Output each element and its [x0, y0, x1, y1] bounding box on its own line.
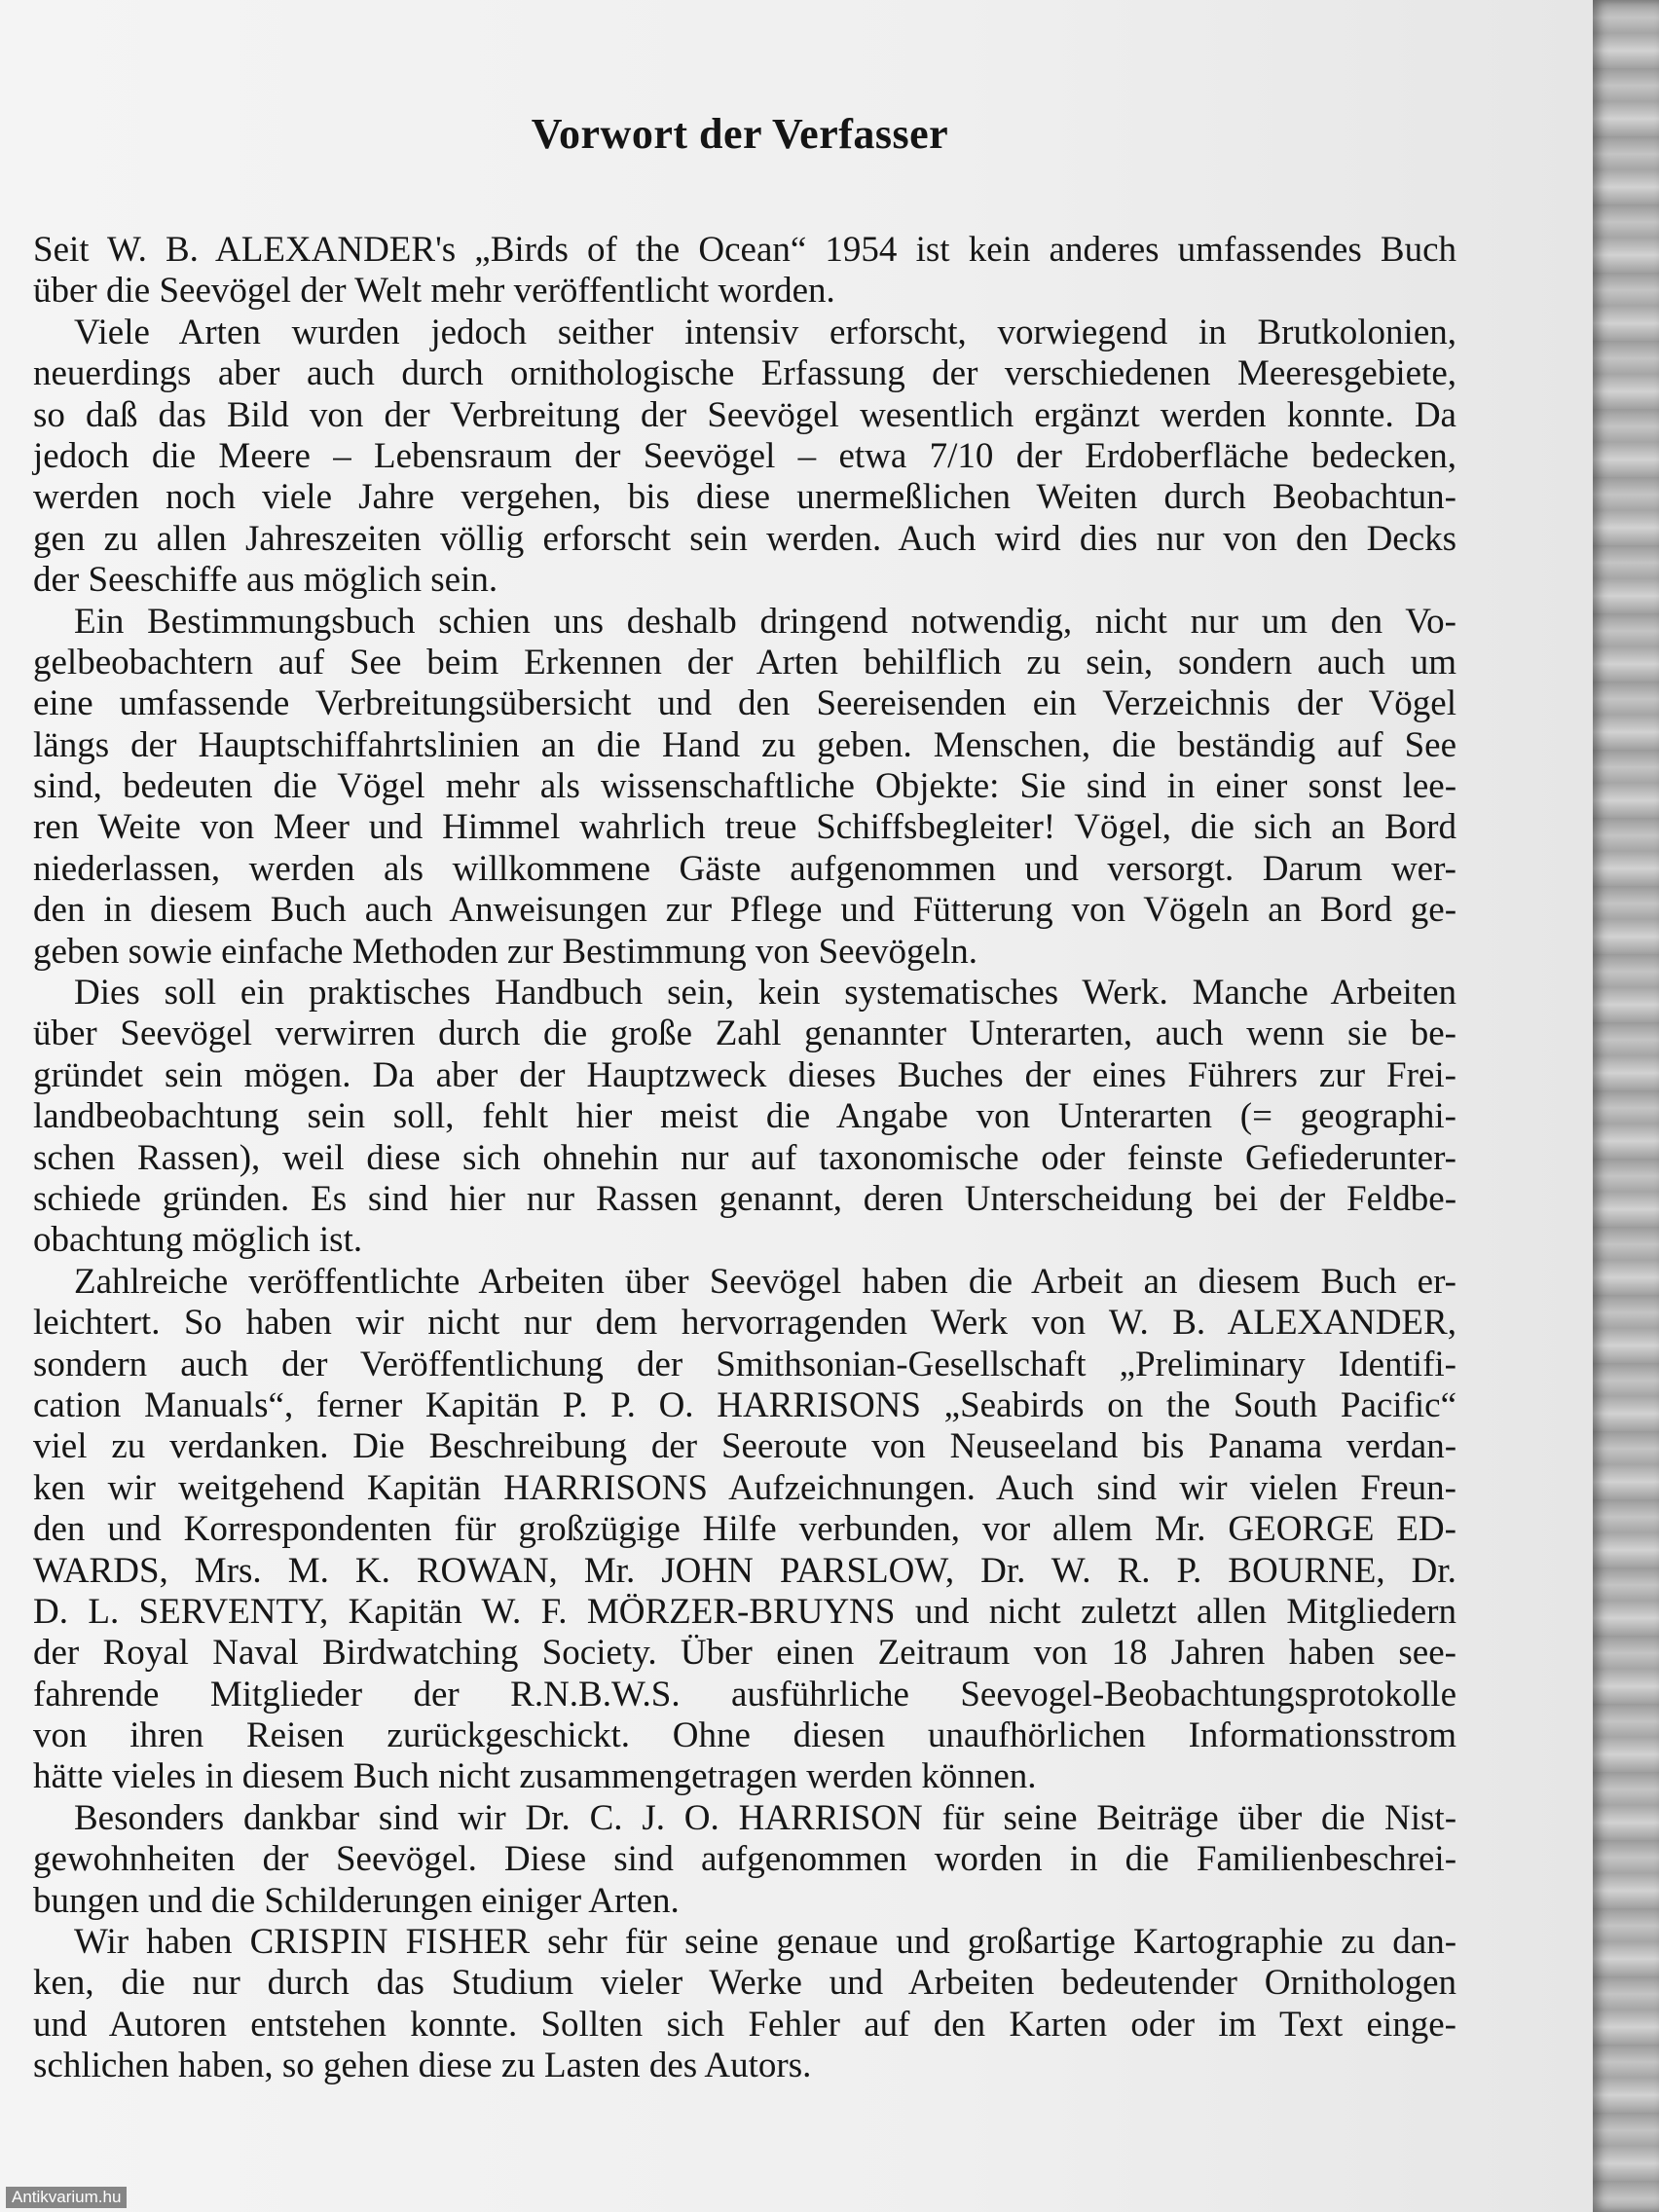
text-line: obachtung möglich ist. — [33, 1220, 363, 1261]
text-line: geben sowie einfache Methoden zur Bestimmung von Seevögeln. — [33, 931, 977, 972]
text-line: viel zu verdanken. Die Beschreibung der Seeroute von Neuseeland bis Panama verdan- — [33, 1426, 1457, 1467]
text-line: sind, bedeuten die Vögel mehr als wissenschaftliche Objekte: Sie sind in einer sonst lee- — [33, 766, 1457, 807]
text-line: D. L. SERVENTY, Kapitän W. F. MÖRZER-BRUYNS und nicht zuletzt allen Mitgliedern — [33, 1591, 1456, 1632]
text-line: ken wir weitgehend Kapitän HARRISONS Aufzeichnungen. Auch sind wir vielen Freun- — [33, 1467, 1456, 1508]
text-line: der Seeschiffe aus möglich sein. — [33, 560, 498, 601]
text-line: schen Rassen), weil diese sich ohnehin nur auf taxonomische oder feinste Gefiederunter- — [33, 1137, 1456, 1178]
text-line: niederlassen, werden als willkommene Gäste aufgenommen und versorgt. Darum wer- — [33, 848, 1456, 889]
text-line: gewohnheiten der Seevögel. Diese sind aufgenommen worden in die Familienbeschrei- — [33, 1839, 1457, 1880]
text-line: gen zu allen Jahreszeiten völlig erforscht sein werden. Auch wird dies nur von den Decks — [33, 518, 1457, 559]
text-line: Besonders dankbar sind wir Dr. C. J. O. HARRISON für seine Beiträge über die Nist- — [74, 1797, 1457, 1838]
text-line: gelbeobachtern auf See beim Erkennen der Arten behilflich zu sein, sondern auch um — [33, 642, 1456, 682]
text-line: den und Korrespondenten für großzügige Hilfe verbunden, vor allem Mr. GEORGE ED- — [33, 1509, 1456, 1550]
text-line: der Royal Naval Birdwatching Society. Über einen Zeitraum von 18 Jahren haben see- — [33, 1633, 1456, 1674]
text-line: ren Weite von Meer und Himmel wahrlich treue Schiffsbegleiter! Vögel, die sich an Bord — [33, 807, 1456, 848]
text-line: Seit W. B. ALEXANDER's „Birds of the Ocean“ 1954 ist kein anderes umfassendes Buch — [33, 230, 1457, 270]
text-line: eine umfassende Verbreitungsübersicht und den Seereisenden ein Verzeichnis der Vögel — [33, 683, 1456, 724]
page-title: Vorwort der Verfasser — [531, 110, 949, 158]
text-line: ken, die nur durch das Studium vieler Werke und Arbeiten bedeutender Ornithologen — [33, 1963, 1457, 2004]
text-line: und Autoren entstehen konnte. Sollten sich Fehler auf den Karten oder im Text einge- — [33, 2004, 1456, 2045]
text-line: den in diesem Buch auch Anweisungen zur Pflege und Fütterung von Vögeln an Bord ge- — [33, 890, 1457, 931]
text-line: hätte vieles in diesem Buch nicht zusammengetragen werden können. — [33, 1756, 1037, 1797]
text-line: werden noch viele Jahre vergehen, bis diese unermeßlichen Weiten durch Beobachtun- — [33, 477, 1456, 518]
text-line: Viele Arten wurden jedoch seither intensiv erforscht, vorwiegend in Brutkolonien, — [74, 312, 1457, 352]
text-line: leichtert. So haben wir nicht nur dem hervorragenden Werk von W. B. ALEXANDER, — [33, 1303, 1456, 1344]
body-text — [33, 230, 1456, 2087]
text-line: schlichen haben, so gehen diese zu Lasten des Autors. — [33, 2046, 812, 2086]
watermark: Antikvarium.hu — [6, 2187, 127, 2208]
text-line: sondern auch der Veröffentlichung der Smithsonian-Gesellschaft „Preliminary Identifi- — [33, 1344, 1456, 1384]
text-line: so daß das Bild von der Verbreitung der Seevögel wesentlich ergänzt werden konnte. Da — [33, 394, 1456, 435]
text-line: cation Manuals“, ferner Kapitän P. P. O. HARRISONS „Seabirds on the South Pacific“ — [33, 1384, 1457, 1425]
text-line: schiede gründen. Es sind hier nur Rassen genannt, deren Unterscheidung bei der Feldbe- — [33, 1178, 1457, 1219]
text-line: längs der Hauptschiffahrtslinien an die Hand zu geben. Menschen, die beständig auf See — [33, 724, 1457, 765]
text-line: jedoch die Meere – Lebensraum der Seevögel – etwa 7/10 der Erdoberfläche bedecken, — [33, 435, 1456, 476]
text-line: WARDS, Mrs. M. K. ROWAN, Mr. JOHN PARSLOW, Dr. W. R. P. BOURNE, Dr. — [33, 1550, 1456, 1591]
text-line: Dies soll ein praktisches Handbuch sein, kein systematisches Werk. Manche Arbeiten — [74, 973, 1457, 1014]
text-line: bungen und die Schilderungen einiger Arten. — [33, 1880, 680, 1921]
text-line: neuerdings aber auch durch ornithologische Erfassung der verschiedenen Meeresgebiete, — [33, 353, 1456, 394]
text-line: von ihren Reisen zurückgeschickt. Ohne diesen unaufhörlichen Informationsstrom — [33, 1715, 1457, 1756]
text-line: Wir haben CRISPIN FISHER sehr für seine genaue und großartige Kartographie zu dan- — [74, 1922, 1457, 1963]
text-line: Ein Bestimmungsbuch schien uns deshalb dringend notwendig, nicht nur um den Vo- — [74, 601, 1456, 642]
text-line: gründet sein mögen. Da aber der Hauptzweck dieses Buches der eines Führers zur Frei- — [33, 1054, 1456, 1095]
text-line: über die Seevögel der Welt mehr veröffentlicht worden. — [33, 271, 835, 312]
text-line: fahrende Mitglieder der R.N.B.W.S. ausführliche Seevogel-Beobachtungsprotokolle — [33, 1674, 1456, 1714]
table-background — [1593, 0, 1659, 2212]
text-line: Zahlreiche veröffentlichte Arbeiten über Seevögel haben die Arbeit an diesem Buch er- — [74, 1261, 1456, 1302]
text-line: über Seevögel verwirren durch die große Zahl genannter Unterarten, auch wenn sie be- — [33, 1014, 1456, 1054]
text-line: landbeobachtung sein soll, fehlt hier meist die Angabe von Unterarten (= geographi- — [33, 1096, 1456, 1137]
